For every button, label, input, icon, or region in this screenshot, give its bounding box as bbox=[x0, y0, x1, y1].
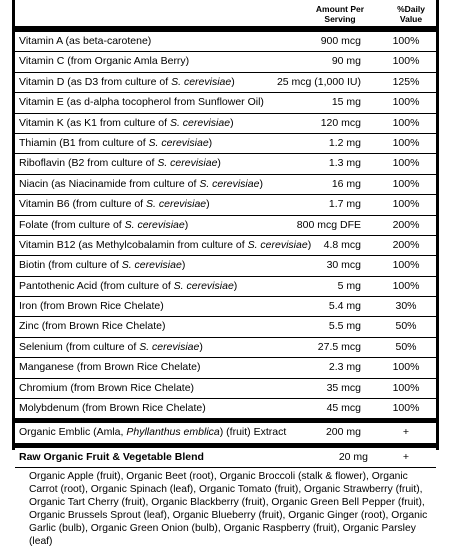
nutrient-dv: 50% bbox=[395, 340, 417, 353]
nutrient-dv: 100% bbox=[392, 55, 420, 68]
nutrient-amount: 4.8 mcg bbox=[323, 238, 361, 251]
nutrient-row bbox=[15, 93, 436, 113]
nutrient-name: Molybdenum (from Brown Rice Chelate) bbox=[19, 402, 206, 415]
supplement-facts-panel bbox=[12, 0, 439, 548]
nutrient-row bbox=[15, 236, 436, 256]
nutrient-row bbox=[15, 195, 436, 215]
nutrient-row bbox=[15, 114, 436, 134]
nutrient-row bbox=[15, 277, 436, 297]
nutrient-amount: 120 mcg bbox=[320, 116, 361, 129]
nutrient-amount: 800 mcg DFE bbox=[296, 218, 361, 231]
nutrient-dv: 100% bbox=[392, 259, 420, 272]
nutrient-dv: + bbox=[402, 426, 410, 439]
blend-dv: + bbox=[402, 450, 410, 463]
nutrient-dv: 100% bbox=[392, 381, 420, 394]
nutrient-dv: 200% bbox=[392, 218, 420, 231]
nutrient-row bbox=[15, 216, 436, 236]
nutrient-name: Riboflavin (B2 from culture of S. cerevisiae) bbox=[19, 157, 221, 170]
nutrient-row bbox=[15, 379, 436, 399]
nutrient-dv: 100% bbox=[392, 279, 420, 292]
nutrient-row bbox=[15, 297, 436, 317]
nutrient-dv: 50% bbox=[395, 320, 417, 333]
nutrient-amount: 45 mcg bbox=[326, 402, 361, 415]
nutrient-name: Vitamin D (as D3 from culture of S. cerevisiae) bbox=[19, 75, 235, 88]
nutrient-row bbox=[15, 175, 436, 195]
nutrient-amount: 16 mg bbox=[331, 177, 361, 190]
nutrient-name: Selenium (from culture of S. cerevisiae) bbox=[19, 340, 203, 353]
nutrient-amount: 35 mcg bbox=[326, 381, 361, 394]
nutrient-name: Zinc (from Brown Rice Chelate) bbox=[19, 320, 166, 333]
nutrient-name: Pantothenic Acid (from culture of S. cerevisiae) bbox=[19, 279, 238, 292]
nutrient-row bbox=[15, 134, 436, 154]
nutrient-amount: 5.5 mg bbox=[328, 320, 361, 333]
nutrient-name: Vitamin B6 (from culture of S. cerevisiae) bbox=[19, 198, 210, 211]
nutrient-dv: 100% bbox=[392, 116, 420, 129]
nutrient-dv: 100% bbox=[392, 198, 420, 211]
amount-per-serving-header: Amount Per Serving bbox=[315, 4, 365, 24]
nutrient-dv: 100% bbox=[392, 157, 420, 170]
blend-name: Raw Organic Fruit & Vegetable Blend bbox=[19, 450, 204, 463]
nutrient-name: Vitamin C (from Organic Amla Berry) bbox=[19, 55, 190, 68]
nutrient-name: Manganese (from Brown Rice Chelate) bbox=[19, 361, 201, 374]
nutrient-name: Organic Emblic (Amla, Phyllanthus emblica) (fruit) Extract bbox=[19, 426, 287, 439]
nutrient-row bbox=[15, 317, 436, 337]
nutrient-amount: 15 mg bbox=[331, 96, 361, 109]
nutrient-amount: 25 mcg (1,000 IU) bbox=[276, 75, 361, 88]
nutrient-dv: 100% bbox=[392, 96, 420, 109]
nutrient-amount: 30 mcg bbox=[326, 259, 361, 272]
nutrient-dv: 100% bbox=[392, 35, 420, 47]
nutrient-row bbox=[15, 52, 436, 72]
nutrient-name: Niacin (as Niacinamide from culture of S. cerevisiae) bbox=[19, 177, 263, 190]
nutrient-amount: 900 mcg bbox=[320, 35, 361, 47]
nutrient-row bbox=[15, 32, 436, 52]
nutrient-dv: 200% bbox=[392, 238, 420, 251]
nutrient-dv: 125% bbox=[392, 75, 420, 88]
nutrient-amount: 200 mg bbox=[325, 426, 361, 439]
nutrient-row bbox=[15, 154, 436, 174]
nutrient-name: Biotin (from culture of S. cerevisiae) bbox=[19, 259, 186, 272]
nutrient-amount: 2.3 mg bbox=[328, 361, 361, 374]
emblic-row bbox=[15, 423, 436, 447]
nutrient-name: Thiamin (B1 from culture of S. cerevisiae) bbox=[19, 136, 213, 149]
nutrient-name: Chromium (from Brown Rice Chelate) bbox=[19, 381, 195, 394]
nutrient-dv: 100% bbox=[392, 361, 420, 374]
nutrient-dv: 100% bbox=[392, 402, 420, 415]
nutrient-dv: 100% bbox=[392, 177, 420, 190]
blend-amount: 20 mg bbox=[338, 450, 368, 463]
nutrient-name: Vitamin E (as d-alpha tocopherol from Sunflower Oil) bbox=[19, 96, 264, 109]
blend-row bbox=[15, 448, 436, 467]
nutrient-row bbox=[15, 256, 436, 276]
nutrient-amount: 27.5 mcg bbox=[317, 340, 361, 353]
nutrient-amount: 5 mg bbox=[337, 279, 361, 292]
nutrient-rows bbox=[15, 32, 436, 423]
nutrient-name: Vitamin B12 (as Methylcobalamin from culture of S. cerevisiae) bbox=[19, 238, 312, 251]
nutrient-amount: 1.7 mg bbox=[328, 198, 361, 211]
nutrient-row bbox=[15, 73, 436, 93]
nutrient-row bbox=[15, 358, 436, 378]
nutrient-row bbox=[15, 399, 436, 423]
nutrient-amount: 1.2 mg bbox=[328, 136, 361, 149]
nutrient-dv: 30% bbox=[395, 300, 417, 313]
nutrient-row bbox=[15, 338, 436, 358]
nutrient-name: Folate (from culture of S. cerevisiae) bbox=[19, 218, 189, 231]
nutrient-name: Iron (from Brown Rice Chelate) bbox=[19, 300, 164, 313]
nutrient-amount: 1.3 mg bbox=[328, 157, 361, 170]
nutrient-name: Vitamin K (as K1 from culture of S. cerevisiae) bbox=[19, 116, 234, 129]
nutrient-amount: 5.4 mg bbox=[328, 300, 361, 313]
nutrient-dv: 100% bbox=[392, 136, 420, 149]
table-header bbox=[15, 0, 436, 32]
blend-ingredients: Organic Apple (fruit), Organic Beet (root), Organic Broccoli (stalk & flower), Organic Carrot (root), Organic Spinach (leaf), Organic Tomato (fruit), Organic Strawberry (fruit), Organic Tart Cherry (fruit), Organic Blackberry (fruit), Organic Green Bell Pepper (fruit), Organic Brussels Sprout (leaf), Organic Blueberry (fruit), Organic Ginger (root), Organic Garlic (bulb), Organic Green Onion (bulb), Organic Raspberry (fruit), Organic Parsley (leaf) bbox=[29, 471, 428, 548]
nutrient-amount: 90 mg bbox=[331, 55, 361, 68]
daily-value-header: %Daily Value bbox=[397, 4, 425, 24]
nutrient-name: Vitamin A (as beta-carotene) bbox=[19, 35, 152, 47]
